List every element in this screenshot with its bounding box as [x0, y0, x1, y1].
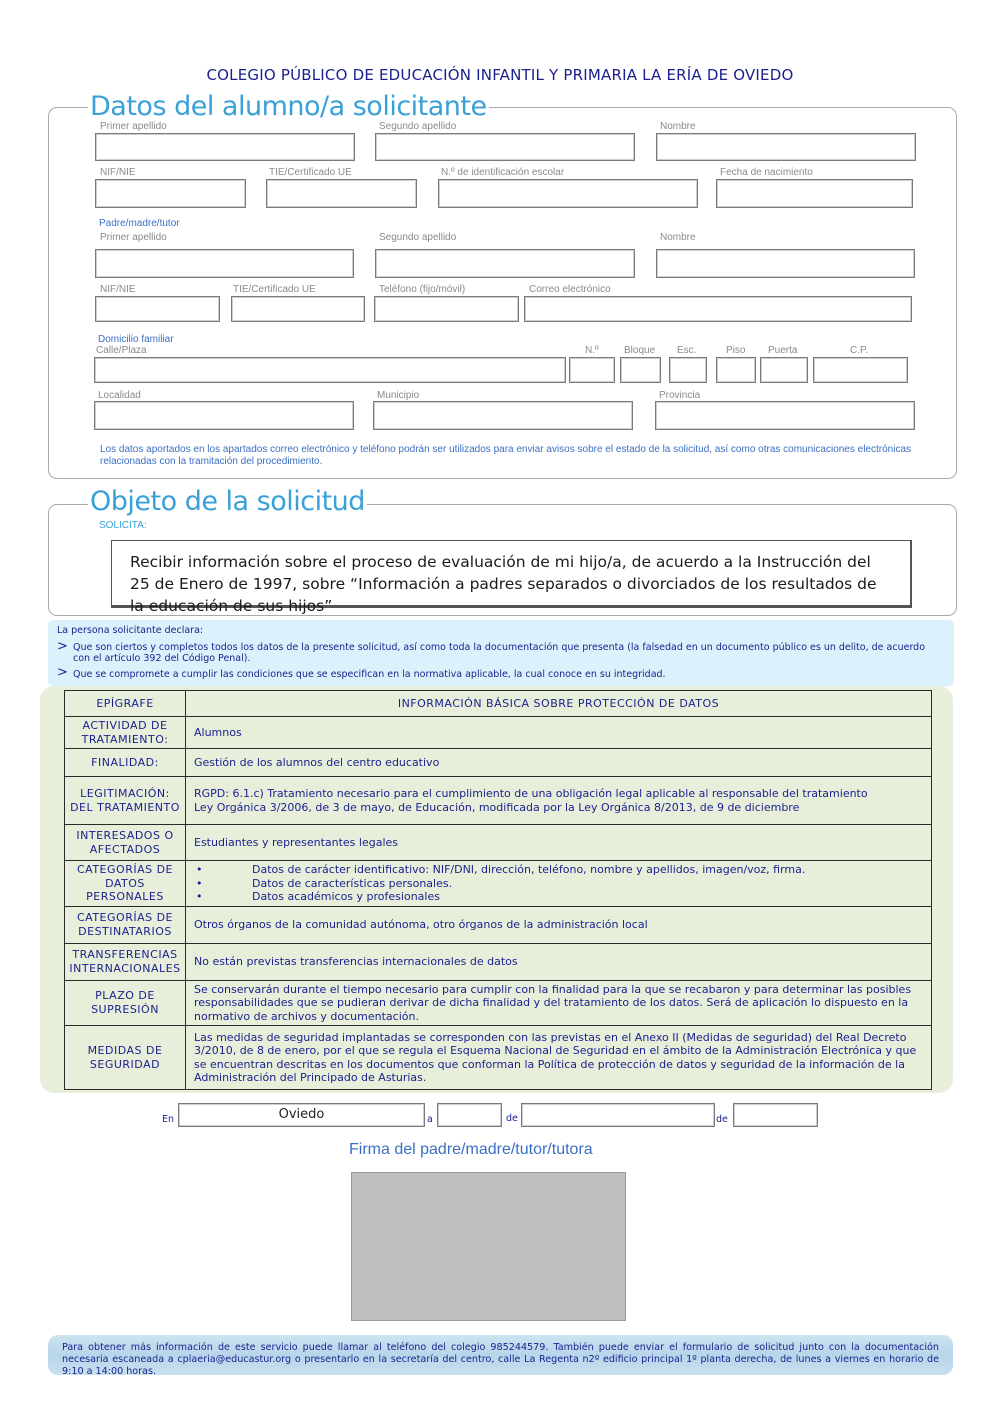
alumno-nombre-input[interactable] [656, 133, 916, 161]
rgpd-header-value: INFORMACIÓN BÁSICA SOBRE PROTECCIÓN DE DATOS [186, 691, 932, 717]
domicilio-municipio-label: Municipio [377, 390, 420, 401]
table-row [65, 980, 932, 1026]
domicilio-provincia-input[interactable] [655, 401, 915, 430]
alumno-segundo-apellido-input[interactable] [375, 133, 635, 161]
domicilio-cp-label: C.P. [850, 345, 869, 356]
rgpd-value: No están previstas transferencias internacionales de datos [186, 943, 932, 980]
declara-item-1: Que son ciertos y completos todos los datos de la presente solicitud, así como toda la documentación que presenta (la falsedad en un documento público es un delito, de acuerdo con el artículo 392 del Código Penal). [73, 642, 926, 664]
rgpd-key: INTERESADOS O AFECTADOS [65, 825, 186, 861]
domicilio-piso-label: Piso [726, 345, 746, 356]
a-label: a [427, 1114, 433, 1125]
firma-title: Firma del padre/madre/tutor/tutora [349, 1141, 593, 1158]
dia-input[interactable] [437, 1103, 502, 1127]
table-row [65, 691, 932, 717]
rgpd-value-line-1: RGPD: 6.1.c) Tratamiento necesario para el cumplimiento de una obligación legal aplicable al responsable del tratamiento [194, 787, 868, 800]
domicilio-localidad-input[interactable] [94, 401, 354, 430]
declara-intro: La persona solicitante declara: [57, 625, 204, 636]
domicilio-bloque-input[interactable] [620, 357, 661, 383]
table-row [65, 777, 932, 825]
anio-input[interactable] [733, 1103, 818, 1127]
tutor-tie-input[interactable] [231, 296, 365, 322]
footer-text: Para obtener más información de este servicio puede llamar al teléfono del colegio 985244579. También puede enviar el formulario de solicitud junto con la documentación necesaria escaneada a cplaeria@educastur.org o presentarlo en la secretaría del centro, calle La Regenta n2º edificio principal 1º planta derecha, de lunes a viernes en horario de 9:10 a 14:00 horas. [62, 1342, 939, 1377]
list-item: • Datos de carácter identificativo: NIF/DNI, dirección, teléfono, nombre y apellidos, imagen/voz, firma. [194, 863, 923, 877]
domicilio-heading: Domicilio familiar [98, 334, 174, 345]
domicilio-bloque-label: Bloque [624, 345, 656, 356]
rgpd-key: LEGITIMACIÓN: DEL TRATAMIENTO [65, 777, 186, 825]
de-label-1: de [506, 1113, 518, 1124]
tutor-segundo-apellido-label: Segundo apellido [379, 232, 457, 243]
table-row [65, 825, 932, 861]
table-row [65, 749, 932, 777]
alumno-nombre-label: Nombre [660, 121, 696, 132]
alumno-tie-label: TIE/Certificado UE [269, 167, 352, 178]
tutor-primer-apellido-input[interactable] [95, 249, 354, 278]
table-row [65, 943, 932, 980]
alumno-primer-apellido-label: Primer apellido [100, 121, 167, 132]
solicita-label: SOLICITA: [99, 520, 147, 531]
rgpd-value: Gestión de los alumnos del centro educativo [186, 749, 932, 777]
alumno-num-escolar-label: N.º de identificación escolar [441, 167, 565, 178]
tutor-heading: Padre/madre/tutor [99, 218, 180, 229]
solicita-text: Recibir información sobre el proceso de evaluación de mi hijo/a, de acuerdo a la Instrucción del 25 de Enero de 1997, sobre “Información a padres separados o divorciados de los resultados de la educación de sus hijos” [111, 540, 912, 608]
rgpd-key: MEDIDAS DE SEGURIDAD [65, 1026, 186, 1090]
domicilio-note: Los datos aportados en los apartados correo electrónico y teléfono podrán ser utilizados para enviar avisos sobre el estado de la solicitud, así como otras comunicaciones electrónicas relacionadas con la tramitación del procedimiento. [100, 444, 912, 467]
objeto-section-title: Objeto de la solicitud [90, 486, 365, 517]
list-item: • Datos académicos y profesionales [194, 890, 923, 904]
tutor-nombre-label: Nombre [660, 232, 696, 243]
tutor-nombre-input[interactable] [656, 249, 915, 278]
list-item: • Datos de características personales. [194, 877, 923, 891]
tutor-correo-label: Correo electrónico [529, 284, 611, 295]
rgpd-value: Estudiantes y representantes legales [186, 825, 932, 861]
declara-bullet-icon-1: > [57, 639, 68, 654]
tutor-nif-input[interactable] [95, 296, 220, 322]
rgpd-value [186, 777, 932, 825]
table-row [65, 861, 932, 907]
domicilio-puerta-input[interactable] [760, 357, 808, 383]
rgpd-value: Se conservarán durante el tiempo necesario para cumplir con la finalidad para la que se recabaron y para determinar las posibles responsabilidades que se pudieran derivar de dicha finalidad y del tratamiento de los datos. Será de aplicación lo dispuesto en la normativo de archivos y documentación. [186, 980, 932, 1026]
domicilio-escalera-label: Esc. [677, 345, 697, 356]
domicilio-piso-input[interactable] [716, 357, 756, 383]
declara-item-2: Que se compromete a cumplir las condiciones que se especifican en la normativa aplicable, la cual conoce en su integridad. [73, 669, 666, 680]
tutor-telefono-label: Teléfono (fijo/móvil) [379, 284, 466, 295]
lugar-value: Oviedo [278, 1107, 325, 1122]
rgpd-value: Las medidas de seguridad implantadas se corresponden con las previstas en el Anexo II (Medidas de seguridad) del Real Decreto 3/2010, de 8 de enero, por el que se regula el Esquema Nacional de Seguridad en el ámbito de la Administración Electrónica y que se encuentran descritas en los documentos que conforman la Política de protección de datos y seguridad de la información de la Administración del Principado de Asturias. [186, 1026, 932, 1090]
tutor-correo-input[interactable] [524, 296, 912, 322]
alumno-tie-input[interactable] [266, 179, 417, 208]
alumno-section-title: Datos del alumno/a solicitante [90, 91, 487, 122]
de-label-2: de [716, 1114, 728, 1125]
domicilio-puerta-label: Puerta [768, 345, 798, 356]
alumno-nif-input[interactable] [95, 179, 246, 208]
alumno-nif-label: NIF/NIE [100, 167, 136, 178]
en-label: En [162, 1114, 175, 1125]
tutor-tie-label: TIE/Certificado UE [233, 284, 316, 295]
domicilio-municipio-input[interactable] [373, 401, 633, 430]
rgpd-categories-list [194, 863, 923, 904]
alumno-segundo-apellido-label: Segundo apellido [379, 121, 457, 132]
tutor-primer-apellido-label: Primer apellido [100, 232, 167, 243]
domicilio-calle-label: Calle/Plaza [96, 345, 147, 356]
tutor-segundo-apellido-input[interactable] [375, 249, 635, 278]
signature-box[interactable] [351, 1172, 626, 1321]
rgpd-key: PLAZO DE SUPRESIÓN [65, 980, 186, 1026]
alumno-num-escolar-input[interactable] [438, 179, 698, 208]
domicilio-escalera-input[interactable] [669, 357, 707, 383]
rgpd-table [64, 690, 932, 1090]
tutor-telefono-input[interactable] [374, 296, 519, 322]
rgpd-value: Alumnos [186, 717, 932, 749]
domicilio-localidad-label: Localidad [98, 390, 141, 401]
rgpd-key: CATEGORÍAS DE DESTINATARIOS [65, 906, 186, 943]
alumno-fecha-nacimiento-input[interactable] [716, 179, 913, 208]
declara-bullet-icon-2: > [57, 665, 68, 680]
domicilio-calle-input[interactable] [94, 357, 566, 383]
lugar-input[interactable] [178, 1103, 425, 1127]
rgpd-key: ACTIVIDAD DE TRATAMIENTO: [65, 717, 186, 749]
rgpd-value [186, 861, 932, 907]
rgpd-value-line-2: Ley Orgánica 3/2006, de 3 de mayo, de Educación, modificada por la Ley Orgánica 8/2013, de 9 de diciembre [194, 800, 800, 814]
table-row [65, 717, 932, 749]
table-row [65, 906, 932, 943]
domicilio-numero-label: N.º [585, 345, 599, 356]
domicilio-provincia-label: Provincia [659, 390, 701, 401]
alumno-fecha-nacimiento-label: Fecha de nacimiento [720, 167, 813, 178]
rgpd-header-key: EPÍGRAFE [65, 691, 186, 717]
rgpd-value: Otros órganos de la comunidad autónoma, otro órganos de la administración local [186, 906, 932, 943]
table-row [65, 1026, 932, 1090]
tutor-nif-label: NIF/NIE [100, 284, 136, 295]
domicilio-cp-input[interactable] [813, 357, 908, 383]
rgpd-key: CATEGORÍAS DE DATOS PERSONALES [65, 861, 186, 907]
page-title: COLEGIO PÚBLICO DE EDUCACIÓN INFANTIL Y PRIMARIA LA ERÍA DE OVIEDO [206, 66, 794, 84]
mes-input[interactable] [521, 1103, 715, 1127]
rgpd-key: TRANSFERENCIAS INTERNACIONALES [65, 943, 186, 980]
alumno-primer-apellido-input[interactable] [95, 133, 355, 161]
rgpd-key: FINALIDAD: [65, 749, 186, 777]
domicilio-numero-input[interactable] [569, 357, 615, 383]
